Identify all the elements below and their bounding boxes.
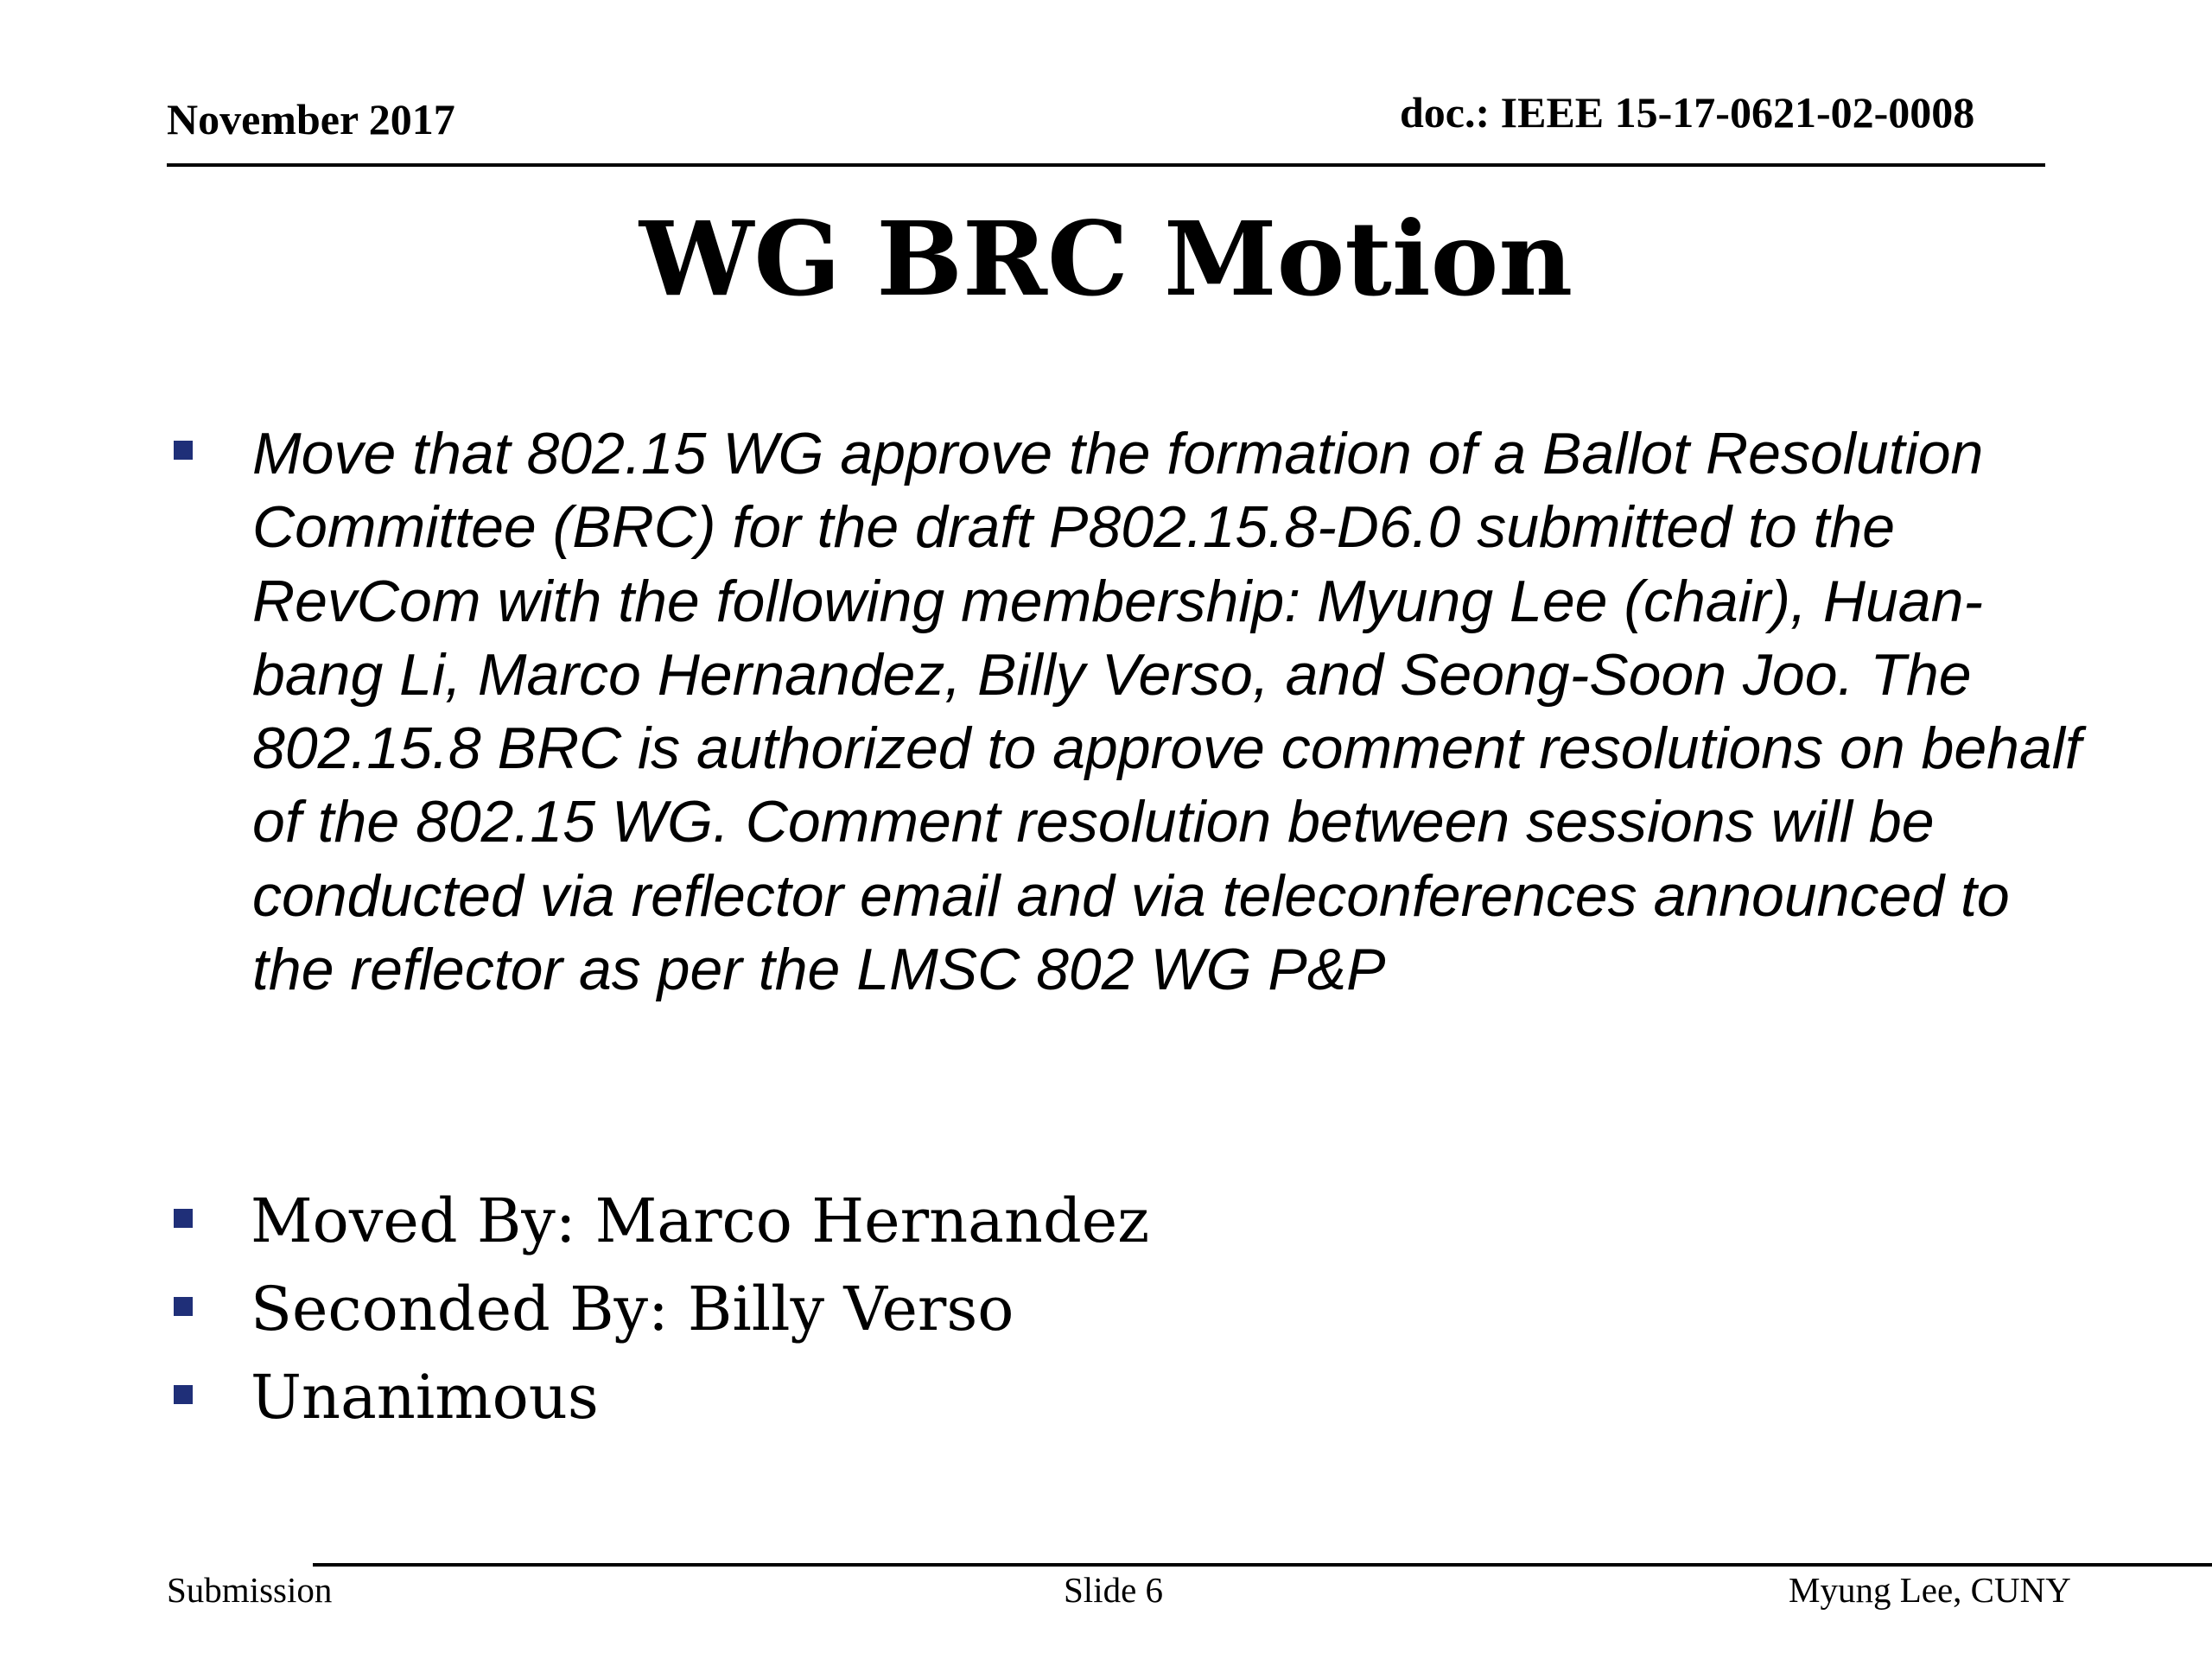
header-doc-id: doc.: IEEE 15-17-0621-02-0008 — [1400, 88, 1975, 137]
slide-title: WG BRC Motion — [639, 199, 1573, 319]
footer-submission: Submission — [167, 1570, 333, 1610]
footer-author: Myung Lee, CUNY — [1789, 1570, 2071, 1610]
motion-text: Move that 802.15 WG approve the formation of a Ballot Resolution Committee (BRC) for the draft P802.15.8-D6.0 submitted to the RevCom with the following membership: Myung Lee (chair), Huan-bang Li, Marco Hernandez, Billy Verso, and Seong-Soon Joo. The 802.15.8 BRC is authorized to approve comment resolutions on behalf of the 802.15 WG. Comment resolution between sessions will be conducted via reflector email and via teleconferences announced to the reflector as per the LMSC 802 WG P&P — [252, 421, 2082, 1003]
footer-slide-number: Slide 6 — [1064, 1570, 1164, 1610]
bullet-marker — [174, 1385, 193, 1404]
moved-by-text: Moved By: Marco Hernandez — [251, 1185, 1150, 1256]
bullet-marker — [174, 1297, 193, 1316]
vote-result-text: Unanimous — [251, 1362, 599, 1433]
seconded-by-text: Seconded By: Billy Verso — [251, 1274, 1014, 1344]
header-date: November 2017 — [167, 95, 455, 143]
footer-rule — [313, 1563, 2212, 1567]
header-rule — [167, 163, 2045, 167]
bullet-marker — [174, 1209, 193, 1228]
bullet-marker — [174, 441, 193, 460]
